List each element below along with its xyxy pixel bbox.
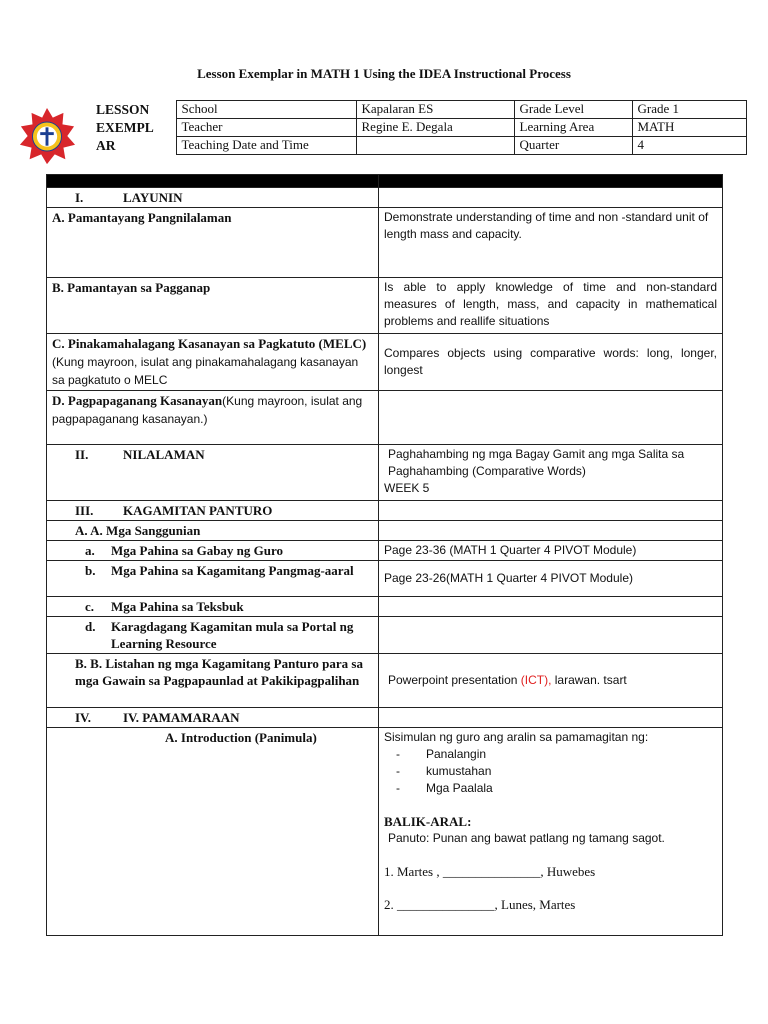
row-value-pagpapaganang-kasanayan — [379, 391, 723, 445]
row-label-pagpapaganang-note: (Kung mayroon, isulat ang pagpapaganang kasanayan.) — [52, 394, 363, 426]
introduction-list — [384, 746, 717, 797]
row-value-listahan-ict: (ICT), — [520, 673, 552, 687]
row-label-pamantayang-pangnilalaman: A. Pamantayang Pangnilalaman — [47, 208, 379, 278]
learning-area-value: MATH — [632, 119, 746, 137]
row-label-listahan-ng-kagamitan: B. B. Listahan ng mga Kagamitang Panturo para sa mga Gawain sa Pagpapaunlad at Pakikipagpalihan — [75, 656, 363, 688]
panuto-text: Panuto: Punan ang bawat patlang ng tamang sagot. — [388, 831, 665, 845]
section-title-kagamitan: KAGAMITAN PANTURO — [123, 503, 273, 518]
table-header-bar — [47, 175, 723, 188]
balik-aral-heading: BALIK-ARAL: — [384, 814, 472, 829]
introduction-text: Sisimulan ng guro ang aralin sa pamamagitan ng: — [384, 730, 649, 744]
table-row — [47, 391, 723, 445]
lesson-exemplar-label: LESSON EXEMPL AR — [96, 101, 154, 153]
row-value-listahan: Powerpoint presentation — [388, 673, 521, 687]
item-marker: c. — [85, 599, 95, 614]
table-row — [47, 728, 723, 936]
row-label-melc-note: (Kung mayroon, isulat ang pinakamahalagang kasanayan sa pagkatuto o MELC — [52, 355, 359, 387]
school-value: Kapalaran ES — [356, 101, 514, 119]
quarter-label: Quarter — [514, 137, 632, 155]
row-value-pamantayang-pangnilalaman: Demonstrate understanding of time and non -standard unit of length mass and capacity. — [379, 208, 723, 278]
item-marker: b. — [85, 563, 96, 578]
teaching-date-label: Teaching Date and Time — [176, 137, 356, 155]
row-label-pamantayan-sa-pagganap: B. Pamantayan sa Pagganap — [47, 278, 379, 334]
list-item: - Mga Paalala — [396, 781, 493, 795]
table-row — [47, 541, 723, 561]
table-row — [47, 597, 723, 617]
item-marker: a. — [85, 543, 95, 558]
row-label-gabay-ng-guro: Mga Pahina sa Gabay ng Guro — [111, 543, 284, 558]
table-row — [47, 278, 723, 334]
page-title: Lesson Exemplar in MATH 1 Using the IDEA Instructional Process — [197, 66, 571, 81]
question-1: 1. Martes , _______________, Huwebes — [384, 864, 596, 879]
header-table — [84, 100, 747, 155]
table-row — [47, 708, 723, 728]
row-label-pagpapaganang-kasanayan: D. Pagpapaganang Kasanayan — [52, 393, 223, 408]
grade-level-value: Grade 1 — [632, 101, 746, 119]
nilalaman-week: WEEK 5 — [384, 481, 430, 495]
list-item: - Panalangin — [396, 747, 487, 761]
section-title-pamamaraan: IV. PAMAMARAAN — [123, 710, 240, 725]
table-row — [47, 188, 723, 208]
row-label-kagamitang-pangmag-aaral: Mga Pahina sa Kagamitang Pangmag-aaral — [111, 563, 354, 578]
table-row — [47, 521, 723, 541]
question-2: 2. _______________, Lunes, Martes — [384, 897, 576, 912]
row-value-teksbuk — [379, 597, 723, 617]
row-label-sanggunian: A. A. Mga Sanggunian — [47, 521, 379, 541]
teacher-label: Teacher — [176, 119, 356, 137]
section-number: IV. — [75, 710, 92, 725]
row-value-melc: Compares objects using comparative words: long, longer, longest — [379, 334, 723, 391]
row-value-karagdagang-kagamitan — [379, 617, 723, 654]
section-title-nilalaman: NILALAMAN — [123, 447, 205, 462]
lesson-plan-table — [46, 174, 723, 936]
school-label: School — [176, 101, 356, 119]
nilalaman-topic: Paghahambing ng mga Bagay Gamit ang mga Salita sa Paghahambing (Comparative Words) — [388, 447, 685, 478]
item-marker: d. — [85, 619, 96, 634]
table-row — [47, 445, 723, 501]
row-label-karagdagang-kagamitan: Karagdagang Kagamitan mula sa Portal ng Learning Resource — [111, 619, 354, 651]
section-number: I. — [75, 190, 84, 205]
grade-level-label: Grade Level — [514, 101, 632, 119]
teacher-value: Regine E. Degala — [356, 119, 514, 137]
teaching-date-value — [356, 137, 514, 155]
row-value-gabay-ng-guro: Page 23-36 (MATH 1 Quarter 4 PIVOT Module) — [379, 541, 723, 561]
row-label-teksbuk: Mga Pahina sa Teksbuk — [111, 599, 244, 614]
table-row — [47, 334, 723, 391]
row-label-melc: C. Pinakamahalagang Kasanayan sa Pagkatuto (MELC) — [52, 336, 367, 351]
section-number: II. — [75, 447, 89, 462]
section-number: III. — [75, 503, 94, 518]
school-seal-logo — [18, 108, 76, 166]
row-label-introduction: A. Introduction (Panimula) — [47, 728, 379, 936]
row-value-listahan-rest: larawan. tsart — [551, 673, 627, 687]
row-value-kagamitang-pangmag-aaral: Page 23-26(MATH 1 Quarter 4 PIVOT Module) — [379, 561, 723, 597]
section-title-layunin: LAYUNIN — [123, 190, 183, 205]
table-row — [47, 617, 723, 654]
table-row — [47, 561, 723, 597]
learning-area-label: Learning Area — [514, 119, 632, 137]
table-row — [47, 654, 723, 708]
row-value-pamantayan-sa-pagganap: Is able to apply knowledge of time and non-standard measures of length, mass, and capacity in mathematical problems and reallife situations — [379, 278, 723, 334]
table-row — [47, 501, 723, 521]
quarter-value: 4 — [632, 137, 746, 155]
list-item: - kumustahan — [396, 764, 492, 778]
table-row — [47, 208, 723, 278]
